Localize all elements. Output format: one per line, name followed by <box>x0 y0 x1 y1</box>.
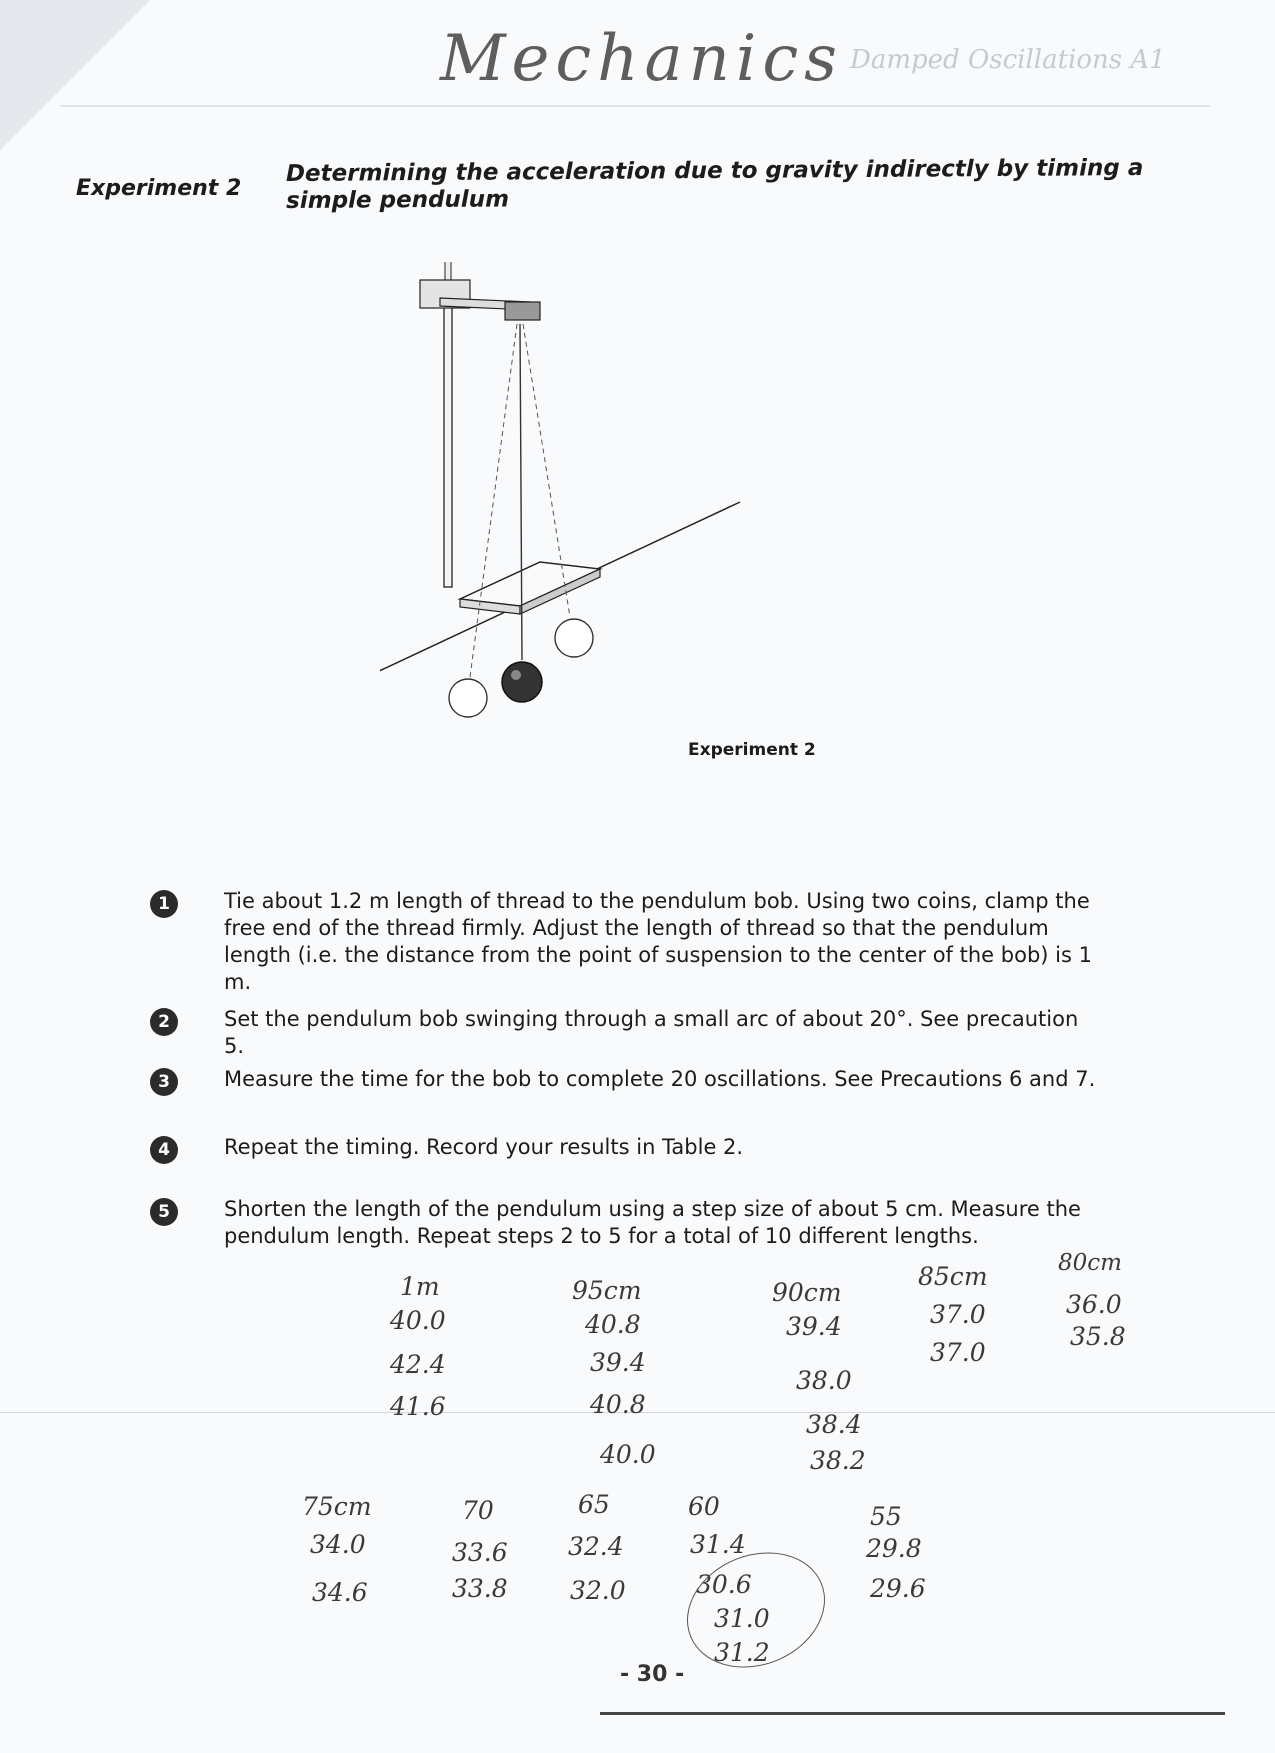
bob-highlight <box>511 670 521 680</box>
bob-left-position <box>449 679 487 717</box>
hw-value: 39.4 <box>786 1312 842 1341</box>
step-text: Shorten the length of the pendulum using a step size of about 5 cm. Measure the pendulum length. Repeat steps 2 to 5 for a total of 10 different lengths. <box>224 1197 1081 1248</box>
hw-value: 38.2 <box>810 1446 866 1475</box>
hw-value: 40.0 <box>600 1440 656 1469</box>
pendulum-bob <box>502 662 542 702</box>
hw-value: 32.0 <box>570 1576 626 1605</box>
hw-value: 34.0 <box>310 1530 366 1559</box>
hw-value: 34.6 <box>312 1578 368 1607</box>
step-badge: 2 <box>150 1008 178 1036</box>
hw-value: 37.0 <box>930 1338 986 1367</box>
step-badge: 4 <box>150 1136 178 1164</box>
step-3 <box>150 1066 1110 1100</box>
step-text: Set the pendulum bob swinging through a small arc of about 20°. See precaution 5. <box>224 1007 1079 1058</box>
figure-caption: Experiment 2 <box>688 740 816 760</box>
hw-value: 38.4 <box>806 1410 862 1439</box>
hw-value: 35.8 <box>1070 1322 1126 1351</box>
hw-value: 31.4 <box>690 1530 746 1559</box>
hw-length-label: 1m <box>400 1272 440 1301</box>
hw-length-label: 80cm <box>1058 1250 1122 1276</box>
step-text: Repeat the timing. Record your results in Table 2. <box>224 1135 744 1159</box>
header-faint-text: Damped Oscillations A1 <box>850 45 1166 75</box>
hw-value: 33.6 <box>452 1538 508 1567</box>
hw-value: 42.4 <box>390 1350 446 1379</box>
swing-left-string <box>470 324 517 677</box>
hw-length-label: 90cm <box>772 1278 842 1307</box>
pendulum-diagram <box>380 262 830 782</box>
hw-value: 38.0 <box>796 1366 852 1395</box>
hw-length-label: 65 <box>578 1490 610 1519</box>
hw-length-label: 75cm <box>302 1492 372 1521</box>
hw-value: 33.8 <box>452 1574 508 1603</box>
hw-length-label: 95cm <box>572 1276 642 1305</box>
hw-length-label: 70 <box>462 1496 494 1525</box>
step-5 <box>150 1196 1110 1256</box>
hw-value: 40.8 <box>590 1390 646 1419</box>
bob-right-position <box>555 619 593 657</box>
hw-value: 36.0 <box>1066 1290 1122 1319</box>
header-title: Mechanics <box>440 22 843 96</box>
pendulum-figure <box>380 262 830 782</box>
step-badge: 3 <box>150 1068 178 1096</box>
step-badge: 1 <box>150 890 178 918</box>
hw-value: 40.8 <box>585 1310 641 1339</box>
header-rule <box>60 105 1210 107</box>
hw-length-label: 60 <box>688 1492 720 1521</box>
hw-value: 30.6 <box>696 1570 752 1599</box>
hw-length-label: 85cm <box>918 1262 988 1291</box>
bottom-rule <box>600 1712 1225 1715</box>
hw-value: 31.0 <box>714 1604 770 1633</box>
hw-length-label: 55 <box>870 1502 902 1531</box>
hw-value: 29.6 <box>870 1574 926 1603</box>
hw-value: 37.0 <box>930 1300 986 1329</box>
step-2 <box>150 1006 1110 1058</box>
hw-value: 29.8 <box>866 1534 922 1563</box>
step-4 <box>150 1134 1110 1168</box>
hw-value: 39.4 <box>590 1348 646 1377</box>
step-text: Measure the time for the bob to complete 20 oscillations. See Precautions 6 and 7. <box>224 1067 1096 1091</box>
hw-value: 41.6 <box>390 1392 446 1421</box>
experiment-title: Determining the acceleration due to gravity indirectly by timing a simple pendulum <box>285 155 1144 215</box>
retort-rod <box>444 307 452 587</box>
folded-corner <box>0 0 150 150</box>
hw-value: 40.0 <box>390 1306 446 1335</box>
hw-value: 31.2 <box>714 1638 770 1667</box>
step-text: Tie about 1.2 m length of thread to the pendulum bob. Using two coins, clamp the free end of the thread firmly. Adjust the length of thread so that the pendulum length (i.e. the distance from the point of suspension to the center of the bob) is 1 m. <box>224 889 1092 994</box>
experiment-label: Experiment 2 <box>76 176 242 201</box>
step-1 <box>150 888 1110 994</box>
step-badge: 5 <box>150 1198 178 1226</box>
page-number: - 30 - <box>620 1662 685 1687</box>
clamp-jaws <box>505 302 540 320</box>
hw-value: 32.4 <box>568 1532 624 1561</box>
